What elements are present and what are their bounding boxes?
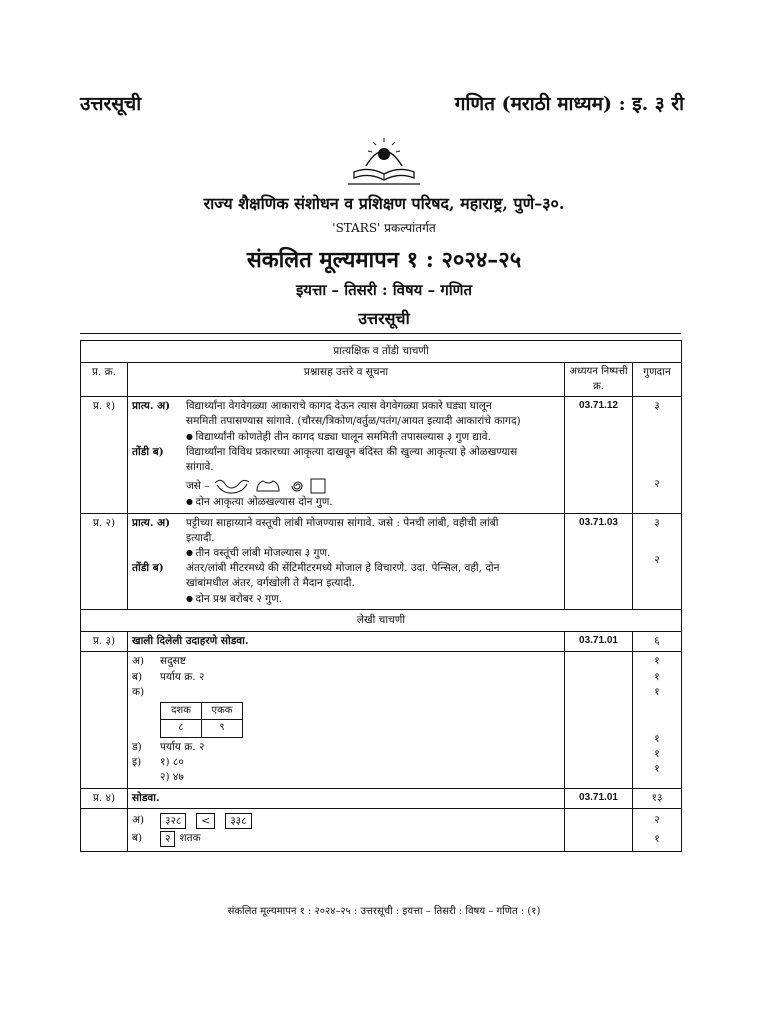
q2-b-text: अंतर/लांबी मीटरमध्ये की सेंटिमीटरमध्ये मोजाल हे विचारणे. उदा. पेन्सिल, वही, दोन [186,562,500,575]
q4-mark-b: १ [654,833,660,846]
q1-b-label: तोंडी ब) [132,445,164,458]
q1-marks-a: ३ [654,400,660,413]
section-oral-title: प्रात्यक्षिक व तोंडी चाचणी [81,341,682,363]
pv-units-value: ९ [202,720,243,738]
q1-b-text2: सांगावे. [186,461,214,474]
q3-a-label: अ) [132,655,145,668]
col-outcome-header: अध्ययन निष्पत्ती क्र. [565,363,633,397]
q4-a-left-box: ३२८ [160,813,186,829]
q1-marks-b: २ [654,478,660,491]
q4-answers-row [81,808,682,851]
q3-b-label: ब) [132,670,143,683]
q4-a-label: अ) [132,814,145,827]
program-name: 'STARS' प्रकल्पांतर्गत [332,221,436,235]
doc-label-left: उत्तरसूची [80,93,142,115]
q4-b-unit: शतक [179,832,201,845]
org-name: राज्य शैक्षणिक संशोधन व प्रशिक्षण परिषद, महाराष्ट्र, पुणे–३०. [203,194,565,213]
q2-a-label: प्रात्य. अ) [132,516,171,529]
q3-d-answer: पर्याय क्र. २ [160,740,205,753]
q2-a-note: ● तीन वस्तूंची लांबी मोजल्यास ३ गुण. [132,546,560,561]
q4-marks [633,808,682,851]
q1-a-label: प्रात्य. अ) [132,400,171,413]
q4-total-marks: १३ [633,788,682,808]
q1-row [81,397,682,513]
q1-a-note: ● विद्यार्थ्यांनी कोणतेही तीन कागद घड्या घालून सममिती तपासल्यास ३ गुण द्यावे. [132,430,560,445]
q1-marks [633,397,682,513]
q3-c-label: क) [132,685,145,698]
q2-outcome: 03.71.03 [565,513,633,609]
answer-key-title: उत्तरसूची [358,309,410,328]
q3-answers-row [81,652,682,788]
q4-title-row [81,788,682,808]
q3-mark-b: १ [654,670,660,683]
col-qno-header: प्र. क्र. [81,363,128,397]
section-written-title: लेखी चाचणी [81,609,682,631]
scert-logo [344,132,424,188]
q3-e-answer-2: २) ४७ [160,771,184,784]
q4-mark-a: २ [654,813,660,826]
q3-total-marks: ६ [633,632,682,652]
q3-e-label: इ) [132,756,142,769]
exam-title: संकलित मूल्यमापन १ : २०२४–२५ [246,247,522,273]
doc-label-right: गणित (मराठी माध्यम) : इ. ३ री [454,93,684,115]
page-footer: संकलित मूल्यमापन १ : २०२४–२५ : उत्तरसूची : इयत्ता – तिसरी : विषय – गणित : (१) [227,906,541,917]
header-row [81,363,682,397]
q2-b-text2: खांबांमधील अंतर, वर्गखोली ते मैदान इत्यादी. [186,577,355,590]
q4-title: सोडवा. [128,788,565,808]
q1-number: प्र. १) [81,397,128,513]
q2-a-text2: इत्यादी. [186,531,215,544]
q3-title: खाली दिलेली उदाहरणे सोडवा. [128,632,565,652]
place-value-table [160,702,243,738]
q3-mark-a: १ [654,655,660,668]
pv-tens-value: ८ [161,720,202,738]
q1-outcome: 03.71.12 [565,397,633,513]
q2-a-text: पट्टीच्या साहाय्याने वस्तूची लांबी मोजण्यास सांगावे. जसे : पेनची लांबी, वहीची लांबी [186,516,499,529]
q1-a-text2: सममिती तपासण्यास सांगावे. (चौरस/त्रिकोण/वर्तुळ/पतंग/आयत इत्यादी आकारांचे कागद) [186,415,521,428]
q1-b-text: विद्यार्थ्यांना विविध प्रकारच्या आकृत्या दाखवून बंदिस्त की खुल्या आकृत्या हे ओळखण्यास [186,445,518,458]
q1-content [128,397,565,513]
q3-b-answer: पर्याय क्र. २ [160,670,205,683]
q3-e-answer-1: १) ८० [160,756,184,769]
q4-a-right-box: ३३८ [225,813,251,829]
q3-mark-e1: १ [654,748,660,761]
col-answers-header: प्रश्नासह उत्तरे व सूचना [128,363,565,397]
q4-outcome: 03.71.01 [565,788,633,808]
q4-b-label: ब) [132,832,143,845]
answer-key-table [80,340,682,852]
q2-marks [633,513,682,609]
q1-a-text: विद्यार्थ्यांना वेगवेगळ्या आकाराचे कागद देऊन त्यास वेगवेगळ्या प्रकारे घड्या घालून [186,400,492,413]
q2-b-label: तोंडी ब) [132,562,164,575]
q3-marks [633,652,682,788]
q3-a-answer: सदुसष्ट [160,655,186,668]
q4-answers [128,808,565,851]
q3-number: प्र. ३) [81,632,128,652]
q3-mark-c: १ [654,685,660,698]
q4-number: प्र. ४) [81,788,128,808]
q2-marks-b: २ [654,553,660,566]
q3-outcome: 03.71.01 [565,632,633,652]
q3-answers [128,652,565,788]
class-subject: इयत्ता – तिसरी : विषय – गणित [295,281,473,299]
pv-tens-header: दशक [161,702,202,720]
q2-content [128,513,565,609]
section-row-written [81,609,682,631]
q2-b-note: ● दोन प्रश्न बरोबर २ गुण. [132,592,560,607]
col-marks-header: गुणदान [633,363,682,397]
shapes-example-icon [213,477,333,495]
q4-a-sign-box: < [196,813,215,829]
q2-number: प्र. २) [81,513,128,609]
section-row-oral [81,341,682,363]
q3-title-row [81,632,682,652]
pv-units-header: एकक [202,702,243,720]
q2-row [81,513,682,609]
q1-b-example-label: जसे – [186,479,210,492]
q3-mark-d: १ [654,732,660,745]
header-rule [80,333,681,334]
q3-mark-e2: १ [654,763,660,776]
q1-b-note: ● दोन आकृत्या ओळखल्यास दोन गुण. [132,495,560,510]
q2-marks-a: ३ [654,516,660,529]
q3-d-label: ड) [132,740,142,753]
q4-b-box: २ [160,831,175,847]
